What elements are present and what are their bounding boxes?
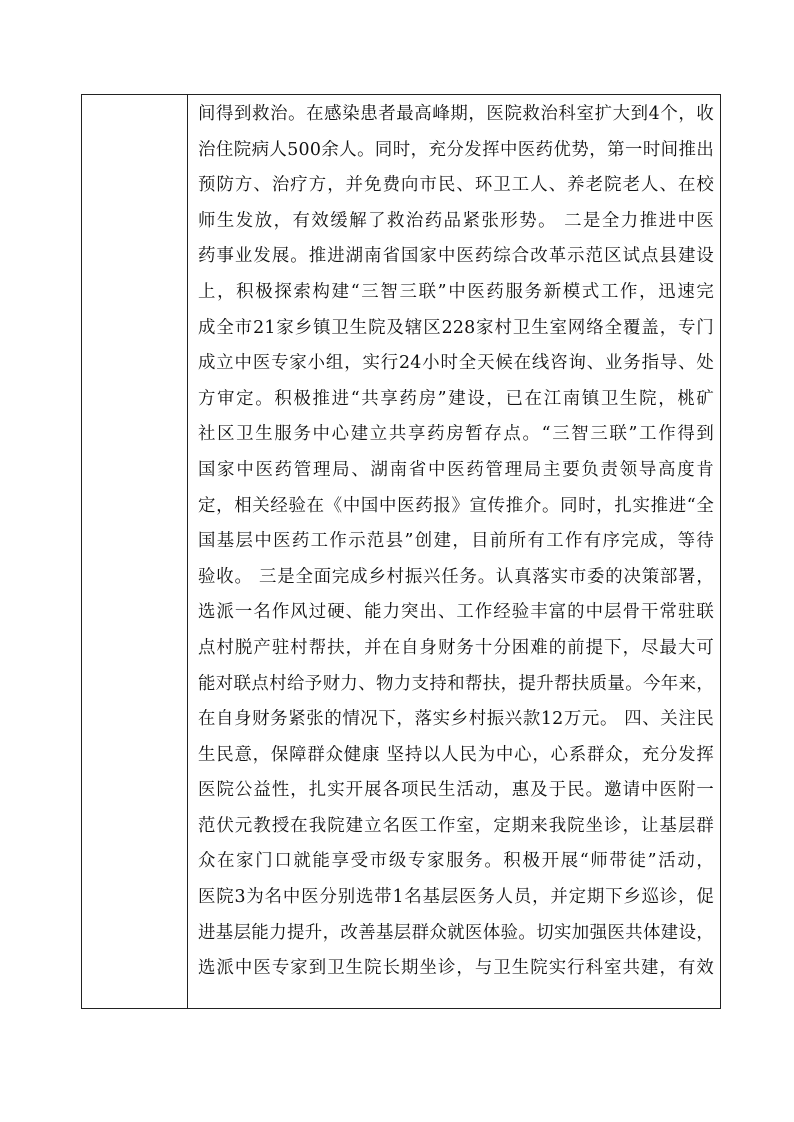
text-line: 间得到救治。在感染患者最高峰期，医院救治科室扩大到4个，收: [198, 104, 714, 124]
text-line: 医院公益性，扎实开展各项民生活动，惠及于民。邀请中医附一: [198, 780, 714, 801]
text-line: 医院3为名中医分别选带1名基层医务人员，并定期下乡巡诊，促: [198, 887, 714, 908]
text-line: 师生发放，有效缓解了救治药品紧张形势。 二是全力推进中医: [198, 210, 714, 231]
text-line: 验收。 三是全面完成乡村振兴任务。认真落实市委的决策部署，: [198, 566, 714, 587]
text-line: 定，相关经验在《中国中医药报》宣传推介。同时，扎实推进“全: [198, 495, 714, 516]
text-line: 上，积极探索构建“三智三联”中医药服务新模式工作，迅速完: [198, 281, 714, 302]
text-line: 选派一名作风过硬、能力突出、工作经验丰富的中层骨干常驻联: [198, 602, 714, 623]
label-cell: [82, 95, 188, 1008]
text-line: 药事业发展。推进湖南省国家中医药综合改革示范区试点县建设: [198, 246, 714, 267]
text-line: 成立中医专家小组，实行24小时全天候在线咨询、业务指导、处: [198, 353, 714, 374]
text-line: 方审定。积极推进“共享药房”建设，已在江南镇卫生院，桃矿: [198, 388, 714, 409]
form-table: [81, 94, 721, 1009]
content-cell: [188, 95, 720, 1008]
text-line: 成全市21家乡镇卫生院及辖区228家村卫生室网络全覆盖，专门: [198, 317, 714, 338]
text-line: 治住院病人500余人。同时，充分发挥中医药优势，第一时间推出: [198, 139, 714, 160]
text-line: 众在家门口就能享受市级专家服务。积极开展“师带徒”活动，: [198, 851, 714, 872]
text-line: 范伏元教授在我院建立名医工作室，定期来我院坐诊，让基层群: [198, 815, 714, 836]
text-line: 社区卫生服务中心建立共享药房暂存点。“三智三联”工作得到: [198, 424, 714, 445]
text-line: 点村脱产驻村帮扶，并在自身财务十分困难的前提下，尽最大可: [198, 637, 714, 658]
text-line: 在自身财务紧张的情况下，落实乡村振兴款12万元。 四、关注民: [198, 709, 714, 730]
text-line: 国家中医药管理局、湖南省中医药管理局主要负责领导高度肯: [198, 459, 714, 480]
text-line: 进基层能力提升，改善基层群众就医体验。切实加强医共体建设，: [198, 922, 714, 943]
text-line: 生民意，保障群众健康 坚持以人民为中心，心系群众，充分发挥: [198, 744, 714, 765]
text-line: 能对联点村给予财力、物力支持和帮扶，提升帮扶质量。今年来，: [198, 673, 714, 694]
text-line: 预防方、治疗方，并免费向市民、环卫工人、养老院老人、在校: [198, 175, 714, 196]
text-line: 国基层中医药工作示范县”创建，目前所有工作有序完成，等待: [198, 531, 714, 552]
text-line: 选派中医专家到卫生院长期坐诊，与卫生院实行科室共建，有效: [198, 958, 714, 979]
